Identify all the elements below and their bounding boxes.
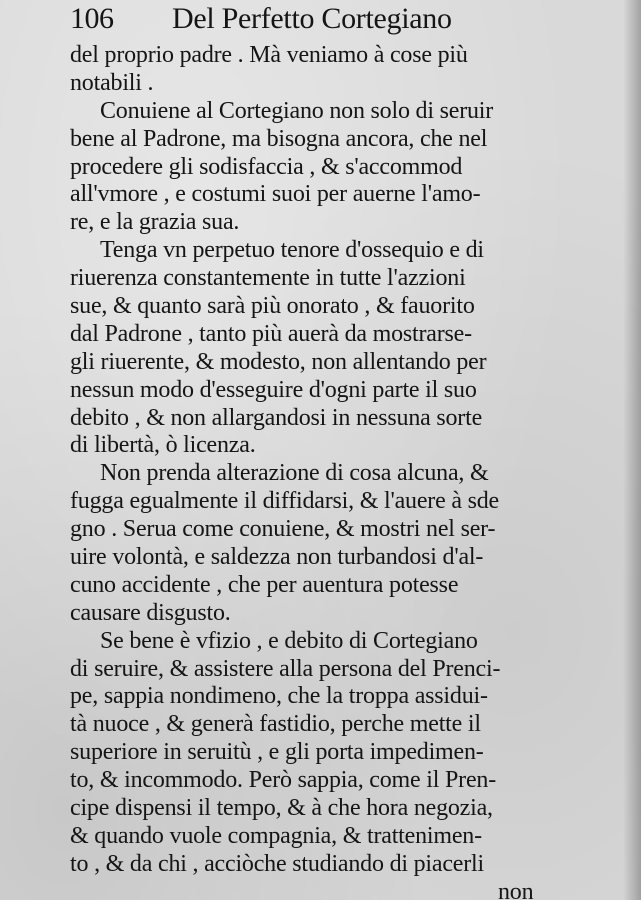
text-line: cuno accidente , che per auentura potesse [70,571,459,598]
paragraph-start-line: Se bene è vfizio , e debito di Cortegiano [100,627,478,654]
text-line: pe, sappia nondimeno, che la troppa assidui- [70,683,488,710]
text-line: nessun modo d'esseguire d'ogni parte il suo [70,376,477,403]
text-line: di seruire, & assistere alla persona del Prenci- [70,655,501,682]
catchword: non [498,878,534,900]
page-number: 106 [70,2,114,35]
paragraph-start-line: Conuiene al Cortegiano non solo di seruir [100,97,494,124]
running-title: Del Perfetto Cortegiano [172,2,452,35]
text-line: riuerenza constantemente in tutte l'azzioni [70,265,466,292]
text-line: debito , & non allargandosi in nessuna sorte [70,404,483,431]
text-line: sue, & quanto sarà più onorato , & fauorito [70,293,475,320]
paragraph-start-line: Tenga vn perpetuo tenore d'ossequio e di [100,237,484,264]
text-line: uire volontà, e saldezza non turbandosi d'al- [70,544,484,571]
paragraph-start-line: Non prenda alterazione di cosa alcuna, & [100,460,489,487]
text-line: procedere gli sodisfaccia , & s'accommod [70,153,463,180]
text-line: & quando vuole compagnia, & trattenimen- [70,822,482,849]
page-header [70,2,630,42]
text-line: causare disgusto. [70,599,231,626]
body-text [70,42,580,900]
text-line: di libertà, ò licenza. [70,432,256,459]
text-line: dal Padrone , tanto più auerà da mostrarse- [70,320,472,347]
page-edge-shadow [623,0,641,900]
text-line: to , & da chi , acciòche studiando di piacerli [70,850,484,877]
text-line: del proprio padre . Mà veniamo à cose più [70,42,468,68]
text-line: to, & incommodo. Però sappia, come il Pren- [70,767,496,794]
text-line: cipe dispensi il tempo, & à che hora negozia, [70,795,493,822]
text-line: bene al Padrone, ma bisogna ancora, che nel [70,125,488,152]
text-line: re, e la grazia sua. [70,209,240,236]
text-line: gli riuerente, & modesto, non allentando per [70,348,487,375]
text-line: superiore in seruitù , e gli porta impedimen- [70,739,484,766]
text-line: fugga egualmente il diffidarsi, & l'auere à sde [70,488,499,515]
text-line: gno . Serua come conuiene, & mostri nel ser- [70,516,496,543]
text-line: tà nuoce , & generà fastidio, perche mette il [70,711,481,738]
text-line: notabili . [70,69,154,96]
text-line: all'vmore , e costumi suoi per auerne l'amo- [70,181,481,208]
